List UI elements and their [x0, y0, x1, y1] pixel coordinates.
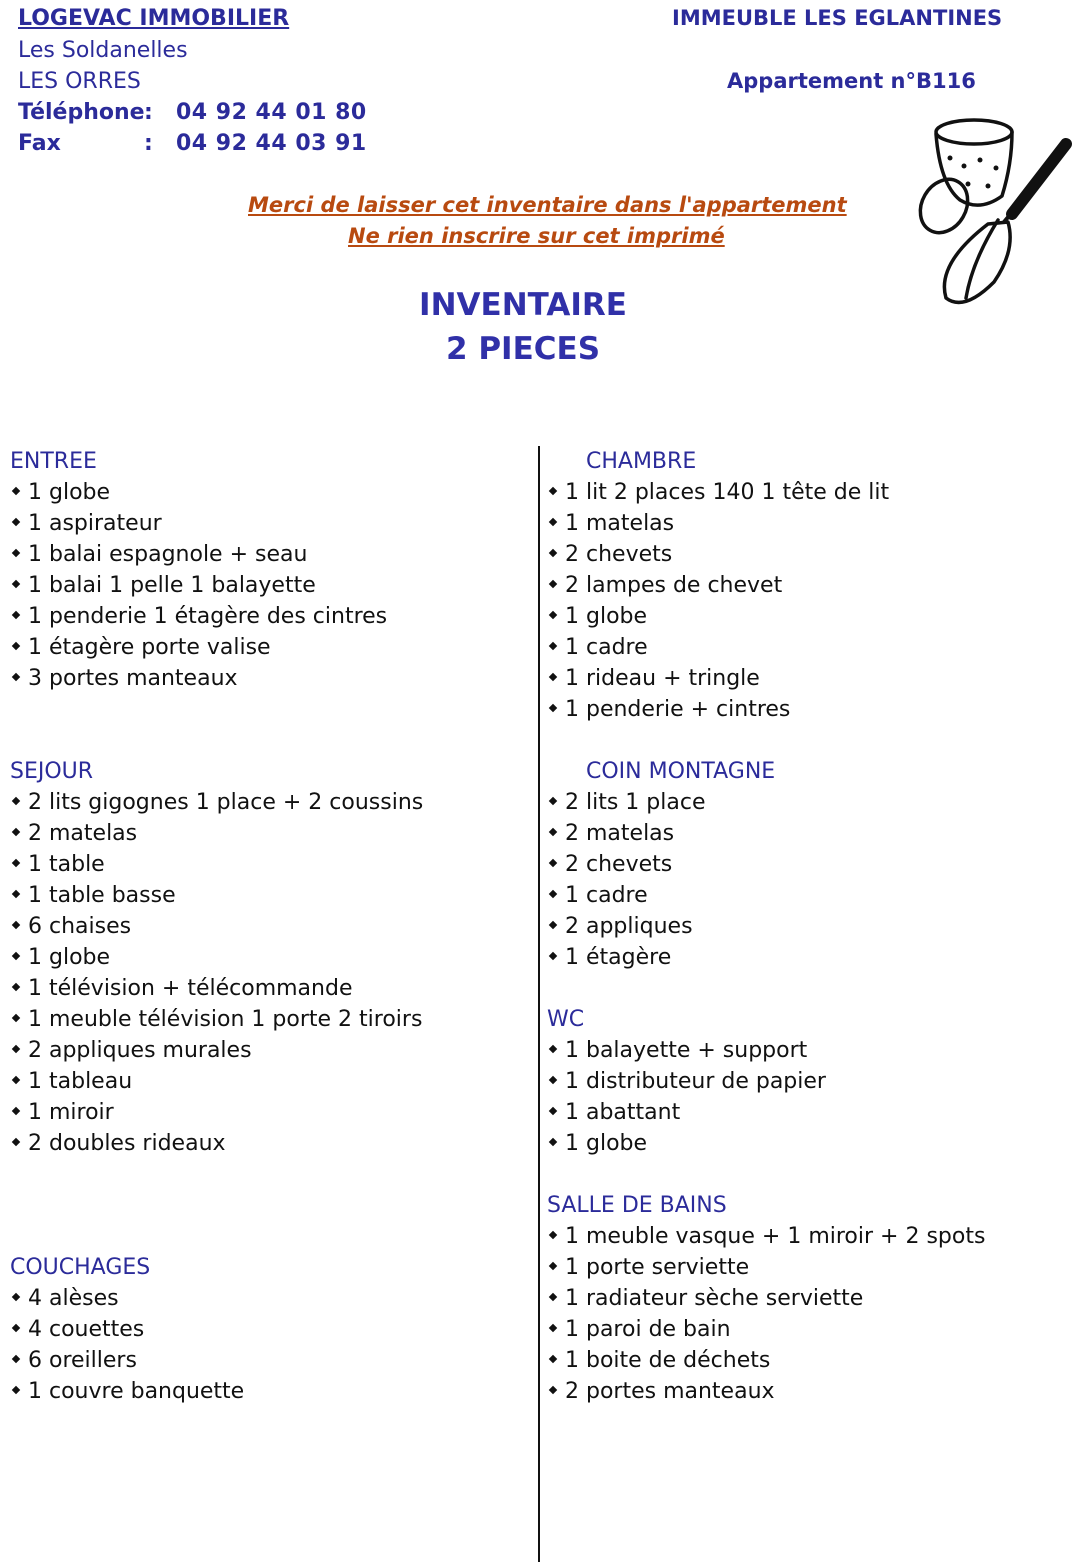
bullet-icon: [549, 952, 557, 960]
section-title: CHAMBRE: [586, 449, 697, 474]
list-item: [10, 787, 423, 818]
bullet-icon: [12, 1386, 20, 1394]
list-item: [10, 1128, 423, 1159]
list-item: [547, 1035, 826, 1066]
phone-label: Téléphone: [18, 100, 145, 125]
bullet-icon: [549, 580, 557, 588]
section-title: WC: [547, 1007, 585, 1032]
item-text: 1 meuble télévision 1 porte 2 tiroirs: [28, 1007, 423, 1032]
item-text: 1 balai 1 pelle 1 balayette: [28, 573, 316, 598]
item-text: 2 chevets: [565, 542, 673, 567]
list-item: [10, 1004, 423, 1035]
list-item: [10, 477, 387, 508]
item-text: 1 balayette + support: [565, 1038, 808, 1063]
bullet-icon: [12, 580, 20, 588]
bullet-icon: [12, 611, 20, 619]
building-name: IMMEUBLE LES EGLANTINES: [672, 6, 1003, 30]
item-text: 2 doubles rideaux: [28, 1131, 226, 1156]
bullet-icon: [549, 828, 557, 836]
item-text: 1 étagère porte valise: [28, 635, 271, 660]
notice-line2: Ne rien inscrire sur cet imprimé: [348, 224, 725, 248]
list-item: [10, 601, 387, 632]
list-item: [10, 1066, 423, 1097]
fax-label: Fax: [18, 131, 61, 156]
bullet-icon: [549, 890, 557, 898]
list-item: [10, 570, 387, 601]
bullet-icon: [549, 487, 557, 495]
bullet-icon: [12, 673, 20, 681]
bullet-icon: [549, 704, 557, 712]
list-item: [10, 508, 387, 539]
bullet-icon: [549, 611, 557, 619]
item-text: 1 rideau + tringle: [565, 666, 760, 691]
item-text: 1 globe: [28, 945, 111, 970]
bullet-icon: [549, 1355, 557, 1363]
agency-name: LOGEVAC IMMOBILIER: [18, 6, 290, 31]
list-item: [10, 818, 423, 849]
section-coin-montagne: [547, 756, 775, 973]
list-item: [547, 1376, 985, 1407]
list-item: [10, 1283, 244, 1314]
bullet-icon: [549, 673, 557, 681]
list-item: [547, 849, 775, 880]
item-text: 4 alèses: [28, 1286, 119, 1311]
list-item: [10, 973, 423, 1004]
item-list: [547, 787, 775, 973]
item-text: 1 penderie 1 étagère des cintres: [28, 604, 388, 629]
page-title: INVENTAIRE: [419, 287, 627, 323]
section-chambre: [547, 446, 889, 725]
section-title: SALLE DE BAINS: [547, 1193, 727, 1218]
whisk-and-bowl-icon: [916, 114, 1078, 310]
bullet-icon: [12, 797, 20, 805]
bullet-icon: [549, 921, 557, 929]
bullet-icon: [12, 487, 20, 495]
item-list: [547, 1221, 985, 1407]
page-subtitle: 2 PIECES: [445, 331, 601, 367]
item-text: 1 abattant: [565, 1100, 681, 1125]
bullet-icon: [549, 1231, 557, 1239]
list-item: [547, 787, 775, 818]
list-item: [10, 1376, 244, 1407]
item-text: 2 appliques: [565, 914, 693, 939]
item-text: 1 matelas: [565, 511, 675, 536]
list-item: [10, 539, 387, 570]
bullet-icon: [549, 1045, 557, 1053]
list-item: [547, 477, 889, 508]
column-divider: [538, 446, 540, 1562]
section-wc: [547, 1004, 826, 1159]
item-text: 1 paroi de bain: [565, 1317, 731, 1342]
list-item: [547, 1066, 826, 1097]
list-item: [547, 570, 889, 601]
bullet-icon: [12, 1014, 20, 1022]
item-text: 1 radiateur sèche serviette: [565, 1286, 864, 1311]
bullet-icon: [12, 1138, 20, 1146]
item-text: 1 lit 2 places 140 1 tête de lit: [565, 480, 890, 505]
item-text: 4 couettes: [28, 1317, 145, 1342]
bullet-icon: [12, 890, 20, 898]
bullet-icon: [549, 1076, 557, 1084]
list-item: [547, 1283, 985, 1314]
item-list: [10, 1283, 244, 1407]
list-item: [547, 818, 775, 849]
phone-separator: :: [144, 100, 153, 125]
list-item: [10, 880, 423, 911]
bullet-icon: [12, 1355, 20, 1363]
list-item: [547, 1221, 985, 1252]
item-text: 6 oreillers: [28, 1348, 137, 1373]
agency-address-line2: LES ORRES: [18, 69, 141, 94]
section-salle-de-bains: [547, 1190, 985, 1407]
list-item: [547, 1345, 985, 1376]
item-text: 1 cadre: [565, 883, 648, 908]
item-text: 1 table basse: [28, 883, 176, 908]
list-item: [10, 1097, 423, 1128]
item-text: 1 miroir: [28, 1100, 114, 1125]
fax-number: 04 92 44 03 91: [176, 131, 367, 156]
agency-address-line1: Les Soldanelles: [18, 38, 188, 63]
bullet-icon: [549, 1293, 557, 1301]
item-text: 1 distributeur de papier: [565, 1069, 826, 1094]
item-text: 1 étagère: [565, 945, 672, 970]
item-text: 2 matelas: [28, 821, 138, 846]
item-text: 1 globe: [28, 480, 111, 505]
item-text: 1 meuble vasque + 1 miroir + 2 spots: [565, 1224, 986, 1249]
bullet-icon: [549, 549, 557, 557]
section-title: ENTREE: [10, 449, 97, 474]
bullet-icon: [12, 952, 20, 960]
item-text: 6 chaises: [28, 914, 132, 939]
list-item: [547, 911, 775, 942]
item-text: 1 globe: [565, 604, 648, 629]
bullet-icon: [12, 921, 20, 929]
item-text: 3 portes manteaux: [28, 666, 238, 691]
apartment-number: Appartement n°B116: [727, 69, 976, 93]
notice-line1: Merci de laisser cet inventaire dans l'appartement: [248, 193, 847, 217]
item-text: 1 globe: [565, 1131, 648, 1156]
section-couchages: [10, 1252, 244, 1407]
list-item: [547, 508, 889, 539]
bullet-icon: [549, 642, 557, 650]
list-item: [10, 911, 423, 942]
item-text: 1 penderie + cintres: [565, 697, 791, 722]
list-item: [10, 942, 423, 973]
bullet-icon: [12, 1045, 20, 1053]
fax-separator: :: [144, 131, 153, 156]
list-item: [10, 1314, 244, 1345]
item-list: [10, 477, 387, 694]
item-text: 2 lits gigognes 1 place + 2 coussins: [28, 790, 424, 815]
item-text: 1 tableau: [28, 1069, 133, 1094]
bullet-icon: [12, 1076, 20, 1084]
list-item: [547, 1252, 985, 1283]
item-text: 1 table: [28, 852, 105, 877]
item-text: 2 lampes de chevet: [565, 573, 783, 598]
list-item: [547, 694, 889, 725]
bullet-icon: [549, 518, 557, 526]
bullet-icon: [12, 1324, 20, 1332]
section-title: COIN MONTAGNE: [586, 759, 776, 784]
bullet-icon: [549, 1138, 557, 1146]
list-item: [547, 663, 889, 694]
phone-number: 04 92 44 01 80: [176, 100, 367, 125]
bullet-icon: [12, 642, 20, 650]
bullet-icon: [12, 518, 20, 526]
list-item: [10, 663, 387, 694]
section-entree: [10, 446, 387, 694]
item-text: 1 porte serviette: [565, 1255, 750, 1280]
list-item: [547, 539, 889, 570]
bullet-icon: [12, 1107, 20, 1115]
item-text: 1 cadre: [565, 635, 648, 660]
list-item: [10, 849, 423, 880]
list-item: [547, 632, 889, 663]
item-list: [547, 1035, 826, 1159]
list-item: [547, 880, 775, 911]
item-text: 2 portes manteaux: [565, 1379, 775, 1404]
list-item: [10, 1345, 244, 1376]
section-sejour: [10, 756, 423, 1159]
bullet-icon: [549, 859, 557, 867]
item-text: 2 matelas: [565, 821, 675, 846]
item-text: 1 couvre banquette: [28, 1379, 245, 1404]
list-item: [10, 1035, 423, 1066]
list-item: [547, 942, 775, 973]
section-title: SEJOUR: [10, 759, 94, 784]
list-item: [547, 1097, 826, 1128]
bullet-icon: [12, 1293, 20, 1301]
item-text: 1 balai espagnole + seau: [28, 542, 308, 567]
bullet-icon: [12, 549, 20, 557]
list-item: [547, 1314, 985, 1345]
item-list: [547, 477, 889, 725]
list-item: [547, 601, 889, 632]
item-text: 2 chevets: [565, 852, 673, 877]
bullet-icon: [12, 983, 20, 991]
section-title: COUCHAGES: [10, 1255, 151, 1280]
bullet-icon: [549, 1262, 557, 1270]
item-text: 1 aspirateur: [28, 511, 162, 536]
list-item: [547, 1128, 826, 1159]
item-list: [10, 787, 423, 1159]
item-text: 2 lits 1 place: [565, 790, 706, 815]
bullet-icon: [12, 828, 20, 836]
bullet-icon: [12, 859, 20, 867]
list-item: [10, 632, 387, 663]
bullet-icon: [549, 1324, 557, 1332]
item-text: 1 boite de déchets: [565, 1348, 771, 1373]
bullet-icon: [549, 797, 557, 805]
item-text: 2 appliques murales: [28, 1038, 252, 1063]
item-text: 1 télévision + télécommande: [28, 976, 353, 1001]
bullet-icon: [549, 1386, 557, 1394]
bullet-icon: [549, 1107, 557, 1115]
